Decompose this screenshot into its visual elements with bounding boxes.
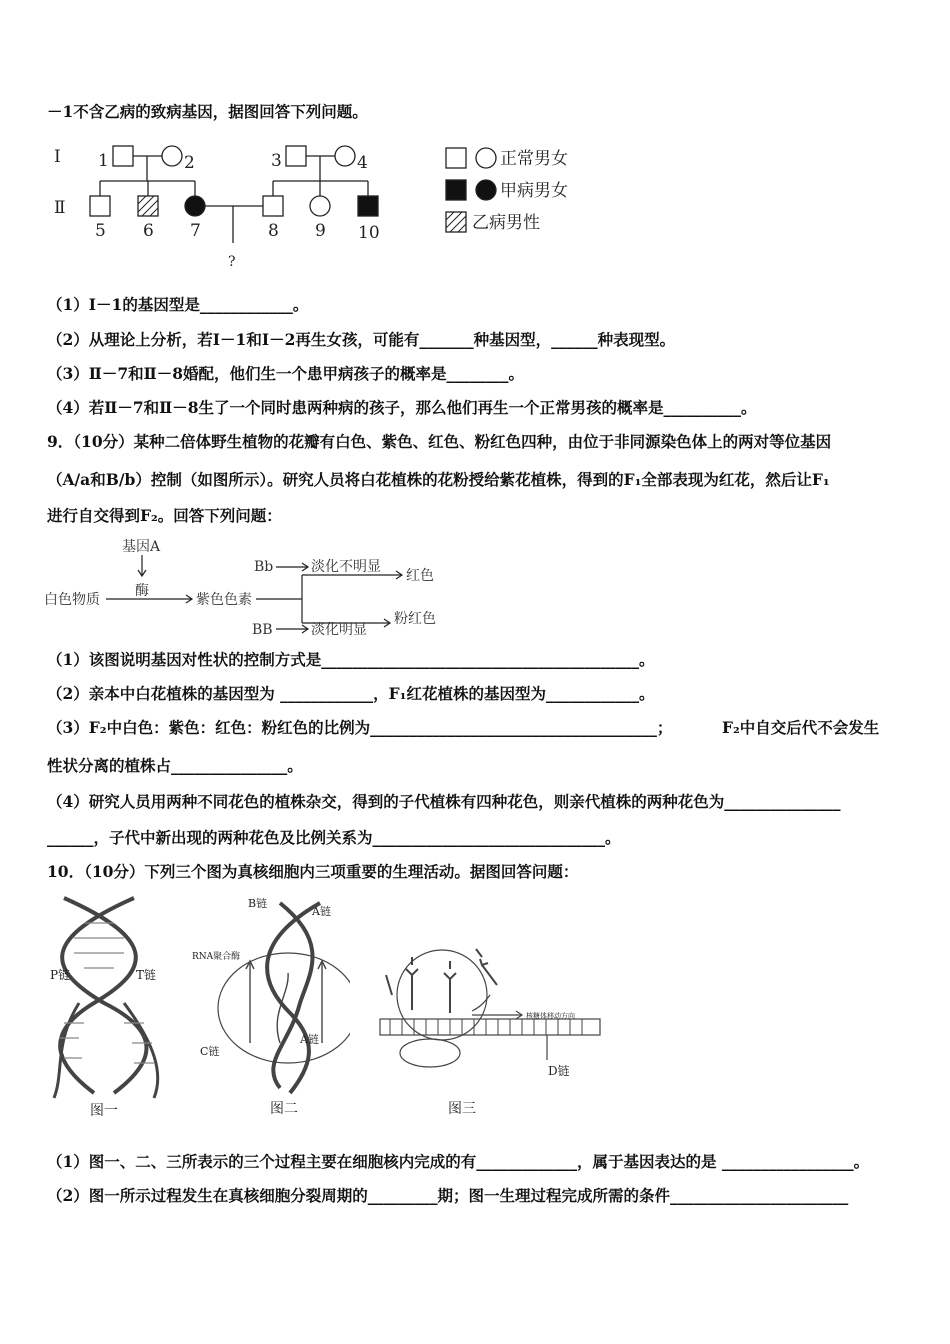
svg-text:10: 10	[358, 223, 380, 243]
svg-text:2: 2	[184, 153, 195, 173]
q10-sub1: （1）图一、二、三所表示的三个过程主要在细胞核内完成的有_____________，属于基因表达的是 _________________。	[47, 1152, 870, 1171]
svg-text:9: 9	[315, 221, 326, 241]
svg-text:红色: 红色	[406, 568, 434, 584]
svg-text:核糖体移动方向: 核糖体移动方向	[526, 1012, 575, 1020]
figure-1-dna-replication	[44, 893, 184, 1123]
individual-7-female-jia	[185, 196, 205, 216]
pedigree-chart	[50, 138, 590, 273]
q9-sub3c: 性状分离的植株占_______________。	[47, 756, 303, 775]
gen-label-1: Ⅰ	[54, 147, 61, 167]
q9-sub4a: （4）研究人员用两种不同花色的植株杂交，得到的子代植株有四种花色，则亲代植株的两种花色为_______________	[47, 792, 841, 811]
svg-text:3: 3	[271, 151, 282, 171]
legend-normal: 正常男女	[500, 149, 568, 169]
svg-text:粉红色: 粉红色	[394, 611, 436, 627]
q9-line1: 9．（10分）某种二倍体野生植物的花瓣有白色、紫色、红色、粉红色四种，由位于非同源染色体上的两对等位基因	[47, 432, 832, 451]
q9-line3: 进行自交得到F₂。回答下列问题：	[47, 506, 282, 525]
svg-text:4: 4	[357, 153, 368, 173]
legend-yi: 乙病男性	[472, 213, 540, 233]
svg-text:RNA聚合酶: RNA聚合酶	[192, 952, 241, 962]
individual-6-male-yi	[138, 196, 158, 216]
svg-text:C链: C链	[200, 1045, 220, 1058]
q9-sub2: （2）亲本中白花植株的基因型为 ____________，F₁红花植株的基因型为____________。	[47, 684, 655, 703]
individual-1-male	[113, 146, 133, 166]
svg-text:图二: 图二	[270, 1101, 298, 1117]
svg-text:5: 5	[95, 221, 106, 241]
individual-8-male	[263, 196, 283, 216]
svg-text:B链: B链	[248, 897, 268, 910]
svg-text:Bb: Bb	[254, 559, 274, 575]
q8-sub2: （2）从理论上分析，若Ⅰ－1和Ⅰ－2再生女孩，可能有_______种基因型，______种表现型。	[47, 330, 676, 349]
svg-text:酶: 酶	[135, 583, 149, 599]
pathway-diagram	[44, 537, 464, 639]
svg-text:淡化不明显: 淡化不明显	[311, 559, 381, 575]
individual-3-male	[286, 146, 306, 166]
individual-2-female	[162, 146, 182, 166]
intro-line: －1不含乙病的致病基因，据图回答下列问题。	[47, 102, 368, 121]
q8-sub3: （3）Ⅱ－7和Ⅱ－8婚配，他们生一个患甲病孩子的概率是________。	[47, 364, 524, 383]
individual-9-female	[310, 196, 330, 216]
q8-sub1: （1）Ⅰ－1的基因型是____________。	[47, 295, 309, 314]
svg-text:8: 8	[268, 221, 279, 241]
q9-line2: （A/a和B/b）控制（如图所示）。研究人员将白花植株的花粉授给紫花植株，得到的F₁全部表现为红花，然后让F₁	[47, 470, 830, 489]
svg-text:T链: T链	[136, 968, 157, 982]
svg-text:淡化明显: 淡化明显	[311, 622, 367, 638]
q8-sub4: （4）若Ⅱ－7和Ⅱ－8生了一个同时患两种病的孩子，那么他们再生一个正常男孩的概率是__________。	[47, 398, 757, 417]
svg-text:紫色色素: 紫色色素	[196, 592, 252, 608]
figure-2-transcription	[190, 893, 350, 1123]
gen-label-2: Ⅱ	[54, 198, 66, 218]
svg-text:?: ?	[228, 254, 236, 270]
q9-sub3a: （3）F₂中白色：紫色：红色：粉红色的比例为_____________________________________；	[47, 718, 673, 737]
svg-text:1: 1	[98, 151, 109, 171]
svg-text:7: 7	[190, 221, 201, 241]
individual-5-male	[90, 196, 110, 216]
svg-text:图三: 图三	[448, 1101, 476, 1117]
legend-jia: 甲病男女	[500, 181, 568, 201]
individual-4-female	[335, 146, 355, 166]
svg-text:6: 6	[143, 221, 154, 241]
q9-sub3b: F₂中自交后代不会发生	[722, 718, 880, 737]
svg-text:A链: A链	[300, 1033, 319, 1046]
svg-text:基因A: 基因A	[122, 539, 161, 555]
svg-text:白色物质: 白色物质	[44, 592, 100, 608]
q10-sub2: （2）图一所示过程发生在真核细胞分裂周期的_________期；图一生理过程完成所需的条件_______________________	[47, 1186, 849, 1205]
svg-text:图一: 图一	[90, 1103, 118, 1119]
q9-sub1: （1）该图说明基因对性状的控制方式是_________________________________________。	[47, 650, 655, 669]
svg-text:P链: P链	[50, 968, 71, 982]
individual-10-male-jia	[358, 196, 378, 216]
q10-line1: 10．（10分）下列三个图为真核细胞内三项重要的生理活动。据图回答问题：	[47, 862, 579, 881]
svg-text:D链: D链	[548, 1064, 570, 1078]
figure-3-translation	[372, 935, 612, 1120]
q9-sub4b: ______，子代中新出现的两种花色及比例关系为______________________________。	[47, 828, 621, 847]
svg-text:A链: A链	[312, 905, 331, 918]
svg-text:BB: BB	[252, 622, 273, 638]
